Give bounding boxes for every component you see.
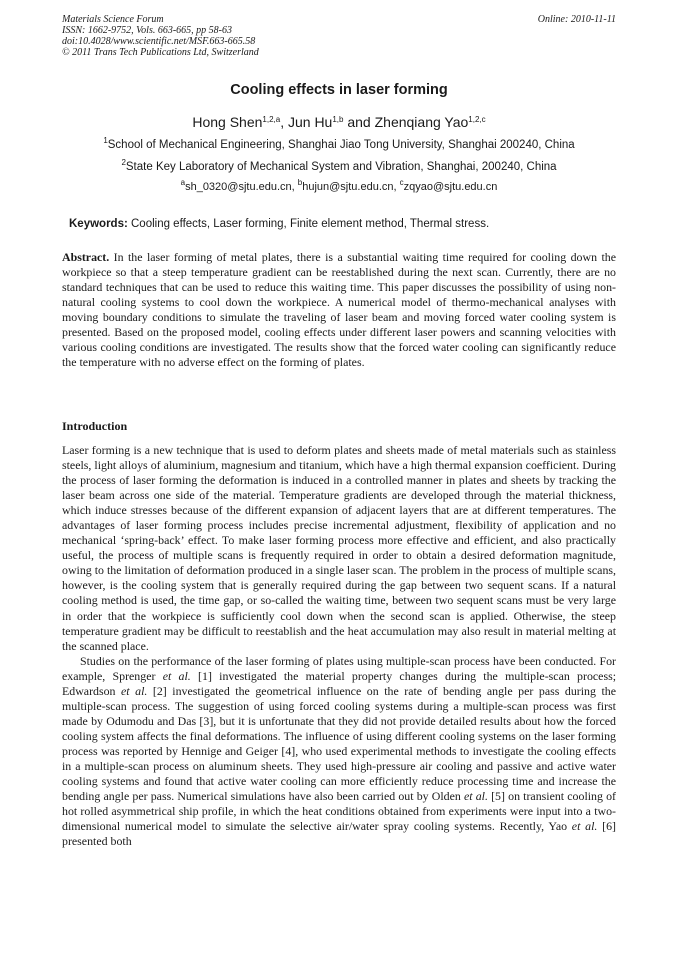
abstract-text: In the laser forming of metal plates, there is a substantial waiting time required for cooling down the workpiece so that a steep temperature gradient can be reestablished during the next scan. Currently, there are no standard techniques that can be used to reduce this waiting time. This paper discusses the possibility of using non-natural cooling systems to cool down the workpiece. A numerical model of thermo-mechanical analyses with moving boundary conditions to simulate the traveling of laser beam and moving forced water cooling system is presented. Based on the proposed model, cooling effects under different laser powers and scanning velocities with various cooling conditions are investigated. The results show that the forced water cooling can significantly reduce the temperature with no adverse effect on the forming of plates. (62, 250, 616, 370)
affiliation-mark: 1 (103, 136, 108, 145)
paper-title: Cooling effects in laser forming (230, 82, 448, 98)
email-address: zqyao@sjtu.edu.cn (403, 181, 498, 193)
journal-name: Materials Science Forum (62, 14, 164, 25)
journal-header (62, 14, 616, 58)
paragraph-text: Studies on the performance of the laser forming of plates using multiple-scan process have been conducted. For example, Sprenger (62, 653, 616, 683)
author-separator: , (280, 114, 288, 130)
author-name: Zhenqiang Yao (374, 114, 469, 130)
intro-paragraph-2 (62, 654, 616, 850)
email-address: hujun@sjtu.edu.cn, (302, 181, 400, 193)
et-al: et al. (571, 819, 598, 834)
author-affiliation-mark: 1,b (332, 115, 344, 124)
email-mark: c (399, 178, 404, 187)
et-al: et al. (162, 668, 191, 683)
affiliation-text: School of Mechanical Engineering, Shanghai Jiao Tong University, Shanghai 200240, China (107, 139, 575, 151)
paragraph-text: [6] presented both (62, 819, 616, 849)
et-al: et al. (121, 683, 148, 698)
author-name: Hong Shen (192, 114, 263, 130)
doi-line: doi:10.4028/www.scientific.net/MSF.663-665.58 (62, 36, 256, 47)
keywords-label: Keywords: (69, 218, 128, 230)
introduction-section (62, 443, 616, 849)
keywords-line (69, 218, 629, 230)
author-affiliation-mark: 1,2,c (468, 115, 486, 124)
author-list (0, 114, 678, 130)
author-emails (0, 178, 678, 193)
affiliation-2 (0, 158, 678, 173)
keywords-text: Cooling effects, Laser forming, Finite element method, Thermal stress. (127, 218, 490, 230)
online-date: Online: 2010-11-11 (537, 14, 616, 25)
abstract-label: Abstract. (62, 250, 110, 264)
copyright-line: © 2011 Trans Tech Publications Ltd, Switzerland (62, 47, 259, 58)
author-name: Jun Hu (287, 114, 333, 130)
intro-paragraph-1: Laser forming is a new technique that is used to deform plates and sheets made of metal materials such as stainless steels, light alloys of aluminium, magnesium and titanium, which have a high thermal expansion coefficient. During the process of laser forming the deformation is induced in a controlled manner in plates and sheets by tracking the laser beam across one side of the material. Temperature gradients are developed through the material thickness, which induce stresses because of the different expansion of adjacent layers that are at different temperatures. The advantages of laser forming process includes precise incremental adjustment, flexibility of application and no mechanical ‘spring-back’ effect. To make laser forming process more effective and efficient, and also practically useful, the process of multiple scans is frequently required in order to obtain a desired deformation magnitude, owing to the limitation of deformation produced in a single laser scan. The problem in the process of multiple scans, however, is the cooling system that is generally required during the gap between two sequent scans. If a natural cooling method is used, the time gap, or so-called the waiting time, between two sequent scans must be very large in order that the workpiece is sufficiently cool down when the second scan is applied. Otherwise, the steep temperature gradient may be difficult to reestablish and the heat accumulation may also result in material melting at the scanned place. (62, 443, 616, 653)
paragraph-text: [1] investigated the material property changes during the multiple-scan process; Edwardson (62, 668, 617, 698)
email-mark: b (297, 178, 303, 187)
issn-line: ISSN: 1662-9752, Vols. 663-665, pp 58-63 (62, 25, 232, 36)
paragraph-text: [2] investigated the geometrical influence on the rate of bending angle per pass during the multiple-scan process. The suggestion of using forced cooling systems during a multiple-scan process was first made by Odumodu and Das [3], but it is unfortunate that they did not provide detailed results about how the forced cooling system affects the final deformations. The influence of using different cooling systems on the laser forming process was reported by Hennige and Geiger [4], who used experimental methods to investigate the cooling effects in a multiple-scan process on aluminum sheets. They used high-pressure air cooling and passive and active water cooling systems and found that active water cooling can more efficiently reduce processing time and increase the bending angle per pass. Numerical simulations have also been carried out by Olden (62, 683, 616, 804)
abstract-paragraph (62, 250, 616, 370)
author-separator: and (343, 114, 375, 130)
paragraph-text: [5] on transient cooling of hot rolled asymmetrical ship profile, in which the heat conditions obtained from experiments were input into a two-dimensional numerical model to simulate the selective air/water spray cooling systems. Recently, Yao (62, 789, 617, 834)
email-address: sh_0320@sjtu.edu.cn, (185, 181, 298, 193)
affiliation-mark: 2 (121, 158, 126, 167)
email-mark: a (180, 178, 186, 187)
et-al: et al. (463, 789, 488, 804)
affiliation-1 (0, 136, 678, 151)
author-affiliation-mark: 1,2,a (262, 115, 281, 124)
affiliation-text: State Key Laboratory of Mechanical System and Vibration, Shanghai, 200240, China (125, 161, 557, 173)
abstract-section (62, 250, 616, 370)
section-heading-introduction: Introduction (62, 419, 128, 433)
